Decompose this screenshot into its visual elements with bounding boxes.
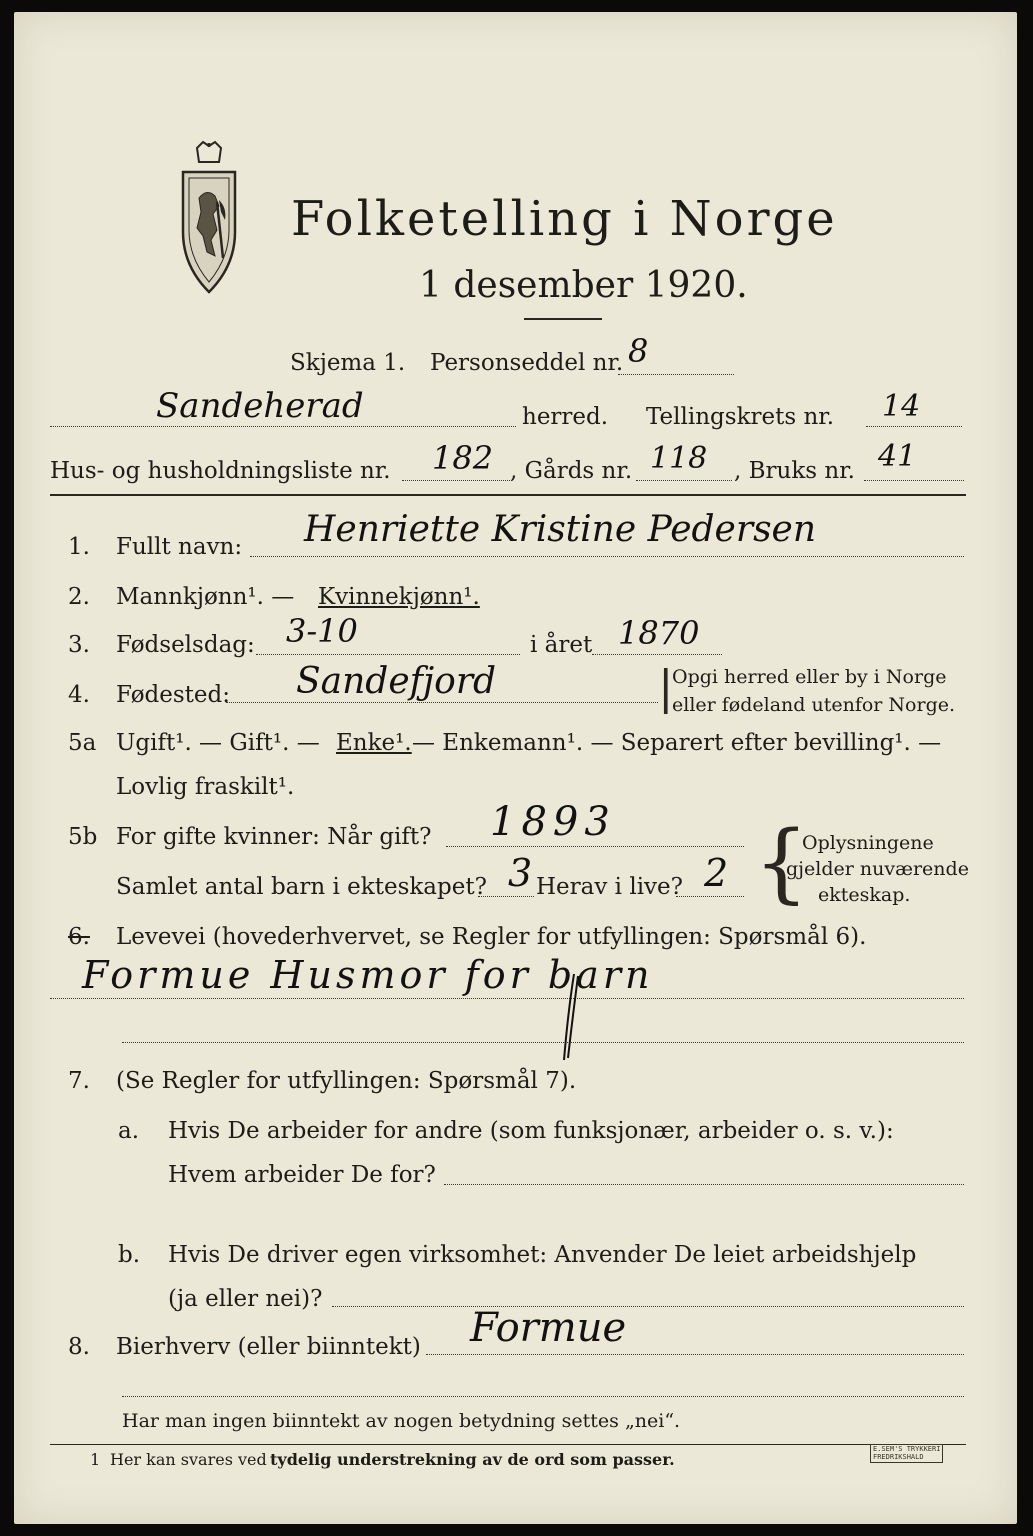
q7a-employer-line [444, 1184, 964, 1185]
q8-line1 [426, 1354, 964, 1355]
census-date: 1 desember 1920. [419, 265, 748, 306]
printer-stamp-line2: FREDRIKSHALD [873, 1452, 924, 1461]
herred-label: herred. [522, 404, 609, 430]
q3-year-line [592, 654, 722, 655]
q5b-alive-line [676, 896, 744, 897]
footnote-divider [50, 1444, 966, 1445]
q5b-note-line1: Oplysningene [802, 832, 934, 854]
q2-male-option: Mannkjønn¹. — [116, 584, 295, 610]
q5b-note-line2-text: gjelder nuværende [786, 858, 969, 880]
hus-label: Hus- og husholdningsliste nr. [50, 458, 391, 484]
q3-number: 3. [68, 632, 90, 658]
q1-number: 1. [68, 534, 90, 560]
bruks-value: 41 [878, 439, 917, 474]
q6-pen-stroke [554, 972, 584, 1062]
q5b-number: 5b [68, 824, 98, 850]
q3-year-label: i året [530, 632, 593, 658]
herred-value: Sandeherad [156, 386, 364, 426]
q7a-employer-label: Hvem arbeider De for? [168, 1162, 436, 1188]
q7b-hired-help-label: (ja eller nei)? [168, 1286, 323, 1312]
gards-label: , Gårds nr. [510, 458, 633, 484]
q4-label: Fødested: [116, 682, 231, 708]
norway-coat-of-arms-icon [169, 140, 249, 295]
printer-stamp-line1: E.SEM'S TRYKKERI [873, 1445, 941, 1453]
q5b-note-brace: { [754, 813, 809, 913]
q5b-children-label: Samlet antal barn i ekteskapet? [116, 874, 487, 900]
schema-label: Skjema 1. [290, 350, 406, 376]
q3-year-value: 1870 [618, 614, 700, 652]
census-form-page [14, 12, 1017, 1524]
q3-birthday-value: 3-10 [286, 612, 358, 650]
q7a-label: Hvis De arbeider for andre (som funksjonær, arbeider o. s. v.): [168, 1118, 894, 1144]
q1-line [250, 556, 964, 557]
q5b-married-year-value: 1893 [490, 799, 616, 845]
q1-label: Fullt navn: [116, 534, 243, 560]
header-divider [50, 494, 966, 496]
q3-line [256, 654, 520, 655]
footnote-1-text-a: Her kan svares ved [110, 1450, 267, 1469]
q8-number: 8. [68, 1334, 90, 1360]
q2-female-option: Kvinnekjønn¹. [318, 584, 480, 610]
q5a-number: 5a [68, 730, 97, 756]
q3-label: Fødselsdag: [116, 632, 255, 658]
tellingskrets-value: 14 [882, 389, 921, 424]
q5b-line [446, 846, 744, 847]
q4-note-line1: Opgi herred eller by i Norge [672, 666, 947, 688]
q7a-letter: a. [118, 1118, 140, 1144]
q7-number: 7. [68, 1068, 90, 1094]
q5b-label: For gifte kvinner: Når gift? [116, 824, 432, 850]
q5a-divorced-option: Lovlig fraskilt¹. [116, 774, 295, 800]
q5b-note-line2 [786, 860, 969, 879]
gards-line [636, 480, 732, 481]
q6-label: Levevei (hovederhvervet, se Regler for utfyllingen: Spørsmål 6). [116, 924, 867, 950]
q7b-line [332, 1306, 964, 1307]
personseddel-line [618, 374, 734, 375]
q5b-note-line3: ekteskap. [818, 884, 911, 906]
q5a-widow-option: Enke¹. [336, 730, 412, 756]
q6-line1 [50, 998, 964, 999]
q4-note-line2: eller fødeland utenfor Norge. [672, 694, 956, 716]
q2-number: 2. [68, 584, 90, 610]
gards-value: 118 [650, 441, 708, 476]
tellingskrets-label: Tellingskrets nr. [646, 404, 835, 430]
bruks-label: , Bruks nr. [734, 458, 855, 484]
q6-number: 6. [68, 924, 90, 950]
q5b-alive-label: Herav i live? [536, 874, 683, 900]
q4-note-brace: | [658, 660, 674, 714]
q6-line2 [122, 1042, 964, 1043]
q4-birthplace-value: Sandefjord [296, 661, 497, 702]
printer-stamp [870, 1444, 943, 1463]
bruks-line [864, 480, 964, 481]
personseddel-label: Personseddel nr. [430, 350, 624, 376]
tellingskrets-line [866, 426, 962, 427]
q7b-letter: b. [118, 1242, 141, 1268]
q4-number: 4. [68, 682, 90, 708]
hus-line [402, 480, 510, 481]
q5a-options-c: — Enkemann¹. — Separert efter bevilling¹. — [412, 730, 942, 756]
q7-label: (Se Regler for utfyllingen: Spørsmål 7). [116, 1068, 577, 1094]
q5b-alive-value: 2 [704, 851, 729, 895]
q6-occupation-value: Formue Husmor for barn [82, 953, 654, 997]
q7b-label: Hvis De driver egen virksomhet: Anvender De leiet arbeidshjelp [168, 1242, 917, 1268]
q1-full-name-value: Henriette Kristine Pedersen [304, 509, 817, 550]
q8-side-income-value: Formue [470, 1305, 627, 1351]
q5b-children-value: 3 [508, 851, 533, 895]
footnote-1-text-b: tydelig understrekning av de ord som passer. [270, 1450, 675, 1469]
q8-line2 [122, 1396, 964, 1397]
personseddel-value: 8 [628, 332, 649, 370]
q5a-options-a: Ugift¹. — Gift¹. — [116, 730, 320, 756]
q5b-children-line [478, 896, 534, 897]
herred-line [50, 426, 516, 427]
footnote-main: Har man ingen biinntekt av nogen betydning settes „nei“. [122, 1410, 681, 1432]
q8-label: Bierhverv (eller biinntekt) [116, 1334, 421, 1360]
footnote-1-number: 1 [90, 1450, 101, 1469]
hus-value: 182 [432, 439, 494, 477]
form-title: Folketelling i Norge [291, 191, 838, 247]
q4-line [226, 702, 658, 703]
title-divider [524, 318, 602, 320]
